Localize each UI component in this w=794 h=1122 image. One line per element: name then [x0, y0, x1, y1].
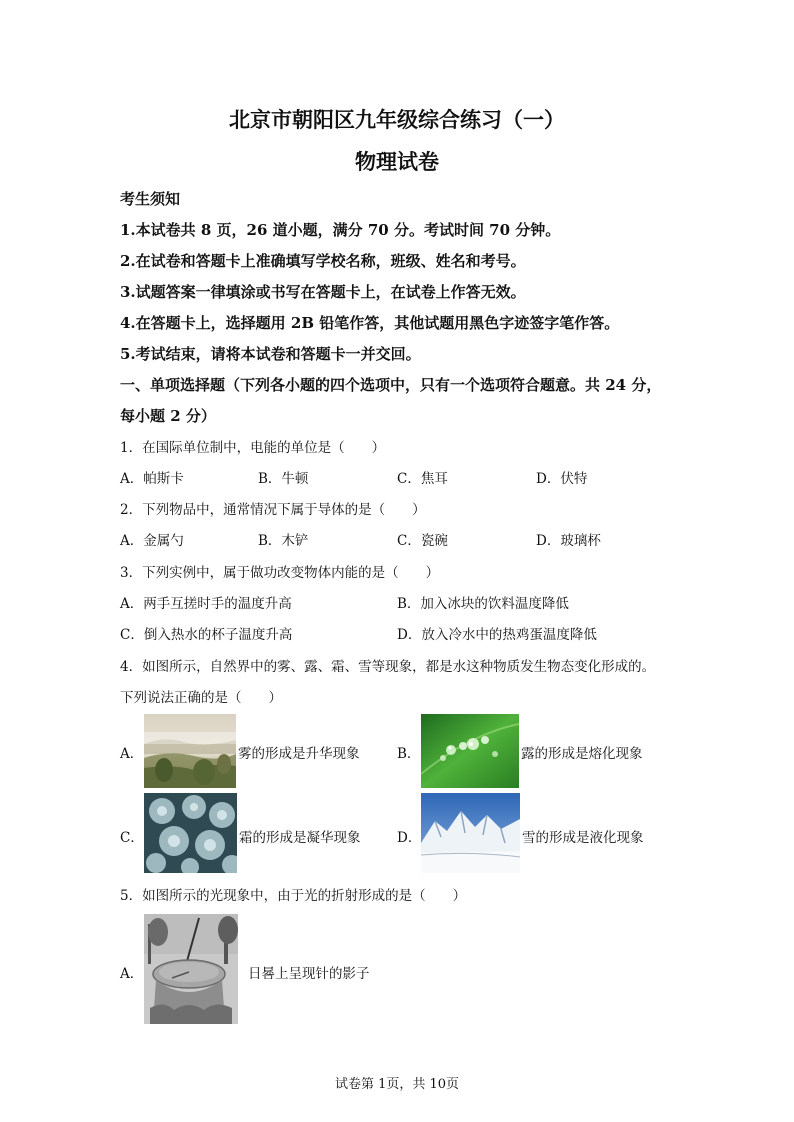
question-4-option-b-label: B．	[397, 746, 421, 762]
snow-image	[421, 793, 520, 873]
frost-image	[144, 793, 237, 873]
question-3-option-a: A．两手互搓时手的温度升高	[120, 596, 292, 612]
question-4-stem: 4．如图所示，自然界中的雾、露、霜、雪等现象，都是水这种物质发生物态变化形成的。	[120, 659, 656, 675]
notice-item-4: 4.在答题卡上，选择题用 2B 铅笔作答，其他试题用黑色字迹签字笔作答。	[120, 314, 620, 332]
question-2-option-c: C．瓷碗	[397, 533, 448, 549]
question-4-option-d-text: 雪的形成是液化现象	[522, 830, 644, 846]
page-title: 北京市朝阳区九年级综合练习（一）	[229, 107, 565, 132]
notice-item-3: 3.试题答案一律填涂或书写在答题卡上，在试卷上作答无效。	[120, 283, 526, 301]
question-3-option-d: D．放入冷水中的热鸡蛋温度降低	[397, 627, 597, 643]
dew-image	[421, 714, 519, 788]
sundial-image	[144, 914, 238, 1024]
question-4-option-c-label: C．	[120, 830, 144, 846]
question-1-option-c: C．焦耳	[397, 471, 448, 487]
question-4-option-c-text: 霜的形成是凝华现象	[239, 830, 361, 846]
question-3-option-b: B．加入冰块的饮料温度降低	[397, 596, 569, 612]
notice-heading: 考生须知	[120, 190, 181, 208]
question-1-option-b: B．牛顿	[258, 471, 309, 487]
fog-image	[144, 714, 236, 788]
notice-item-2: 2.在试卷和答题卡上准确填写学校名称，班级、姓名和考号。	[120, 252, 526, 270]
question-5-option-a-label: A．	[120, 966, 144, 982]
page-subtitle: 物理试卷	[355, 149, 439, 174]
question-5-stem: 5．如图所示的光现象中，由于光的折射形成的是（ ）	[120, 888, 467, 904]
question-4-stem-cont: 下列说法正确的是（ ）	[120, 690, 282, 706]
question-3-stem: 3．下列实例中，属于做功改变物体内能的是（ ）	[120, 565, 440, 581]
notice-item-1: 1.本试卷共 8 页，26 道小题，满分 70 分。考试时间 70 分钟。	[120, 221, 561, 239]
question-1-stem: 1．在国际单位制中，电能的单位是（ ）	[120, 440, 386, 456]
question-5-option-a-text: 日晷上呈现针的影子	[248, 966, 370, 982]
section-heading-cont: 每小题 2 分）	[120, 407, 216, 425]
question-2-option-d: D．玻璃杯	[536, 533, 601, 549]
question-1-option-d: D．伏特	[536, 471, 588, 487]
section-heading: 一、单项选择题（下列各小题的四个选项中，只有一个选项符合题意。共 24 分，	[120, 376, 662, 394]
question-3-option-c: C．倒入热水的杯子温度升高	[120, 627, 293, 643]
page-footer: 试卷第 1页，共 10页	[334, 1077, 460, 1092]
question-4-option-b-text: 露的形成是熔化现象	[521, 746, 643, 762]
question-4-option-a-label: A．	[120, 746, 144, 762]
notice-item-5: 5.考试结束，请将本试卷和答题卡一并交回。	[120, 345, 421, 363]
question-2-option-a: A．金属勺	[120, 533, 184, 549]
question-2-option-b: B．木铲	[258, 533, 309, 549]
question-2-stem: 2．下列物品中，通常情况下属于导体的是（ ）	[120, 502, 426, 518]
question-1-option-a: A．帕斯卡	[120, 471, 184, 487]
question-4-option-d-label: D．	[397, 830, 422, 846]
question-4-option-a-text: 雾的形成是升华现象	[238, 746, 360, 762]
